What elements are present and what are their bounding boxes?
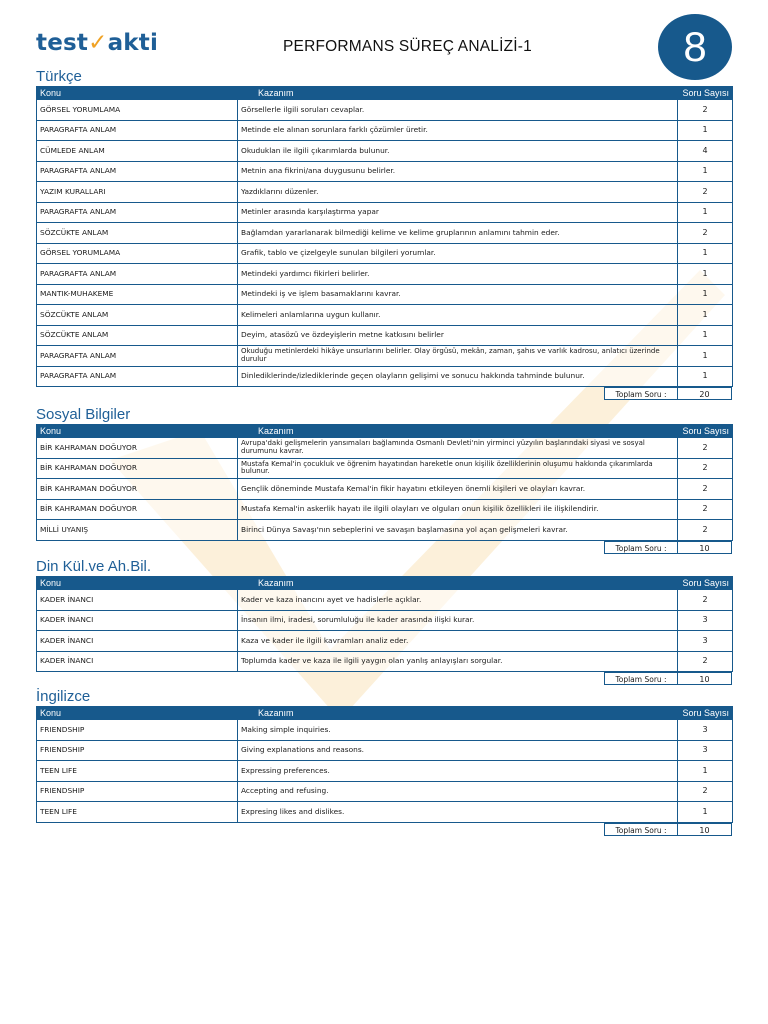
konu-cell: PARAGRAFTA ANLAM [37,346,238,367]
kazanim-cell: Avrupa'daki gelişmelerin yansımaları bağlamında Osmanlı Devleti'nin yirminci yüzyılın başlarındaki siyasi ve sosyal durumunu kavrar. [238,438,678,459]
table-row [37,243,733,264]
table-row [37,264,733,285]
konu-cell: KADER İNANCI [37,610,238,631]
soru-sayisi-cell: 2 [678,438,733,459]
kazanim-cell: Expressing preferences. [238,761,678,782]
soru-sayisi-cell: 3 [678,631,733,652]
kazanim-cell: Görsellerle ilgili soruları cevaplar. [238,100,678,121]
total-label: Toplam Soru : [604,387,677,400]
kazanim-cell: Deyim, atasözü ve özdeyişlerin metne katkısını belirler [238,325,678,346]
table-row [37,740,733,761]
kazanim-cell: Metinler arasında karşılaştırma yapar [238,202,678,223]
table-row [37,182,733,203]
table-row [37,781,733,802]
total-value: 10 [677,823,732,836]
table-row [37,499,733,520]
konu-cell: GÖRSEL YORUMLAMA [37,100,238,121]
soru-sayisi-cell: 2 [678,499,733,520]
konu-cell: BİR KAHRAMAN DOĞUYOR [37,438,238,459]
soru-sayisi-cell: 2 [678,100,733,121]
table-header-row [37,87,733,100]
col-header-soru-sayisi: Soru Sayısı [678,425,733,438]
kazanim-cell: Kelimeleri anlamlarına uygun kullanır. [238,305,678,326]
table-row [37,802,733,823]
table-row [37,438,733,459]
konu-cell: TEEN LIFE [37,761,238,782]
kazanim-cell: Mustafa Kemal'in askerlik hayatı ile ilgili olayları ve olguları onun kişilik özellikleri ile ilişkilendirir. [238,499,678,520]
col-header-kazanim: Kazanım [238,577,678,590]
section-title: Sosyal Bilgiler [36,406,131,423]
soru-sayisi-cell: 1 [678,305,733,326]
konu-cell: BİR KAHRAMAN DOĞUYOR [37,479,238,500]
col-header-konu: Konu [37,87,238,100]
section-3 [36,688,732,836]
table-row [37,120,733,141]
kazanim-cell: Metindeki yardımcı fikirleri belirler. [238,264,678,285]
table-row [37,161,733,182]
total-value: 10 [677,672,732,685]
col-header-konu: Konu [37,577,238,590]
kazanim-cell: Yazdıklarını düzenler. [238,182,678,203]
table-row [37,651,733,672]
section-title: Din Kül.ve Ah.Bil. [36,558,152,575]
konu-cell: KADER İNANCI [37,651,238,672]
check-icon: ✓ [88,30,108,56]
table-row [37,346,733,367]
total-row [36,823,732,836]
section-1 [36,406,732,554]
soru-sayisi-cell: 1 [678,802,733,823]
page-title: PERFORMANS SÜREÇ ANALİZİ-1 [283,38,532,55]
konu-cell: PARAGRAFTA ANLAM [37,264,238,285]
soru-sayisi-cell: 1 [678,346,733,367]
konu-cell: BİR KAHRAMAN DOĞUYOR [37,458,238,479]
kazanim-cell: İnsanın ilmi, iradesi, sorumluluğu ile kader arasında ilişki kurar. [238,610,678,631]
soru-sayisi-cell: 3 [678,720,733,741]
soru-sayisi-cell: 1 [678,161,733,182]
soru-sayisi-cell: 2 [678,651,733,672]
total-row [36,672,732,685]
table-row [37,202,733,223]
kazanim-cell: Metnin ana fikrini/ana duygusunu belirler. [238,161,678,182]
soru-sayisi-cell: 1 [678,325,733,346]
table-row [37,720,733,741]
col-header-konu: Konu [37,425,238,438]
konu-cell: KADER İNANCI [37,631,238,652]
konu-cell: CÜMLEDE ANLAM [37,141,238,162]
section-title: Türkçe [36,68,82,85]
soru-sayisi-cell: 2 [678,479,733,500]
table-row [37,284,733,305]
konu-cell: TEEN LIFE [37,802,238,823]
total-row [36,541,732,554]
kazanim-cell: Expresing likes and dislikes. [238,802,678,823]
grade-badge: 8 [658,14,732,80]
col-header-kazanim: Kazanım [238,87,678,100]
analysis-table [36,86,733,387]
soru-sayisi-cell: 1 [678,284,733,305]
kazanim-cell: Kaza ve kader ile ilgili kavramları analiz eder. [238,631,678,652]
section-title: İngilizce [36,688,91,705]
kazanim-cell: Making simple inquiries. [238,720,678,741]
konu-cell: PARAGRAFTA ANLAM [37,161,238,182]
kazanim-cell: Bağlamdan yararlanarak bilmediği kelime ve kelime gruplarının anlamını tahmin eder. [238,223,678,244]
table-header-row [37,707,733,720]
soru-sayisi-cell: 2 [678,781,733,802]
table-row [37,590,733,611]
kazanim-cell: Okuduklan ile ilgili çıkarımlarda bulunur. [238,141,678,162]
soru-sayisi-cell: 2 [678,223,733,244]
table-row [37,479,733,500]
soru-sayisi-cell: 2 [678,520,733,541]
soru-sayisi-cell: 1 [678,264,733,285]
kazanim-cell: Metindeki iş ve işlem basamaklarını kavrar. [238,284,678,305]
kazanim-cell: Mustafa Kemal'in çocukluk ve öğrenim hayatından hareketle onun kişilik özelliklerinin oluşumu hakkında çıkarımlarda bulunur. [238,458,678,479]
table-row [37,458,733,479]
konu-cell: SÖZCÜKTE ANLAM [37,305,238,326]
total-label: Toplam Soru : [604,823,677,836]
soru-sayisi-cell: 1 [678,366,733,387]
kazanim-cell: Gençlik döneminde Mustafa Kemal'in fikir hayatını etkileyen önemli kişileri ve olayları kavrar. [238,479,678,500]
table-row [37,520,733,541]
soru-sayisi-cell: 2 [678,590,733,611]
col-header-soru-sayisi: Soru Sayısı [678,87,733,100]
konu-cell: SÖZCÜKTE ANLAM [37,325,238,346]
table-row [37,610,733,631]
konu-cell: FRIENDSHIP [37,740,238,761]
kazanim-cell: Birinci Dünya Savaşı'nın sebeplerini ve savaşın başlamasına yol açan gelişmeleri kavrar. [238,520,678,541]
konu-cell: MİLLİ UYANIŞ [37,520,238,541]
kazanim-cell: Grafik, tablo ve çizelgeyle sunulan bilgileri yorumlar. [238,243,678,264]
konu-cell: PARAGRAFTA ANLAM [37,366,238,387]
table-row [37,325,733,346]
section-2 [36,558,732,685]
kazanim-cell: Giving explanations and reasons. [238,740,678,761]
table-header-row [37,425,733,438]
soru-sayisi-cell: 1 [678,202,733,223]
table-row [37,366,733,387]
table-row [37,305,733,326]
analysis-table [36,706,733,823]
col-header-kazanim: Kazanım [238,425,678,438]
section-0 [36,68,732,400]
total-label: Toplam Soru : [604,541,677,554]
col-header-soru-sayisi: Soru Sayısı [678,707,733,720]
table-row [37,631,733,652]
col-header-kazanim: Kazanım [238,707,678,720]
konu-cell: BİR KAHRAMAN DOĞUYOR [37,499,238,520]
kazanim-cell: Metinde ele alınan sorunlara farklı çözümler üretir. [238,120,678,141]
total-row [36,387,732,400]
soru-sayisi-cell: 1 [678,243,733,264]
table-row [37,141,733,162]
table-row [37,100,733,121]
total-label: Toplam Soru : [604,672,677,685]
analysis-table [36,576,733,672]
konu-cell: PARAGRAFTA ANLAM [37,202,238,223]
konu-cell: FRIENDSHIP [37,781,238,802]
konu-cell: KADER İNANCI [37,590,238,611]
kazanim-cell: Dinlediklerinde/izlediklerinde geçen olayların gelişimi ve sonucu hakkında tahminde bulunur. [238,366,678,387]
konu-cell: GÖRSEL YORUMLAMA [37,243,238,264]
kazanim-cell: Kader ve kaza inancını ayet ve hadislerle açıklar. [238,590,678,611]
soru-sayisi-cell: 1 [678,120,733,141]
konu-cell: SÖZCÜKTE ANLAM [37,223,238,244]
total-value: 10 [677,541,732,554]
konu-cell: MANTIK-MUHAKEME [37,284,238,305]
soru-sayisi-cell: 3 [678,610,733,631]
konu-cell: YAZIM KURALLARI [37,182,238,203]
soru-sayisi-cell: 1 [678,761,733,782]
col-header-soru-sayisi: Soru Sayısı [678,577,733,590]
konu-cell: FRIENDSHIP [37,720,238,741]
kazanim-cell: Toplumda kader ve kaza ile ilgili yaygın olan yanlış anlayışları sorgular. [238,651,678,672]
testvakti-logo: test✓akti [36,30,159,56]
table-row [37,223,733,244]
col-header-konu: Konu [37,707,238,720]
table-header-row [37,577,733,590]
table-row [37,761,733,782]
konu-cell: PARAGRAFTA ANLAM [37,120,238,141]
total-value: 20 [677,387,732,400]
page-header [0,0,768,70]
soru-sayisi-cell: 3 [678,740,733,761]
analysis-table [36,424,733,541]
soru-sayisi-cell: 4 [678,141,733,162]
kazanim-cell: Okuduğu metinlerdeki hikâye unsurlarını belirler. Olay örgüsü, mekân, zaman, şahıs ve varlık kadrosu, anlatıcı üzerinde durulur [238,346,678,367]
soru-sayisi-cell: 2 [678,182,733,203]
soru-sayisi-cell: 2 [678,458,733,479]
kazanim-cell: Accepting and refusing. [238,781,678,802]
